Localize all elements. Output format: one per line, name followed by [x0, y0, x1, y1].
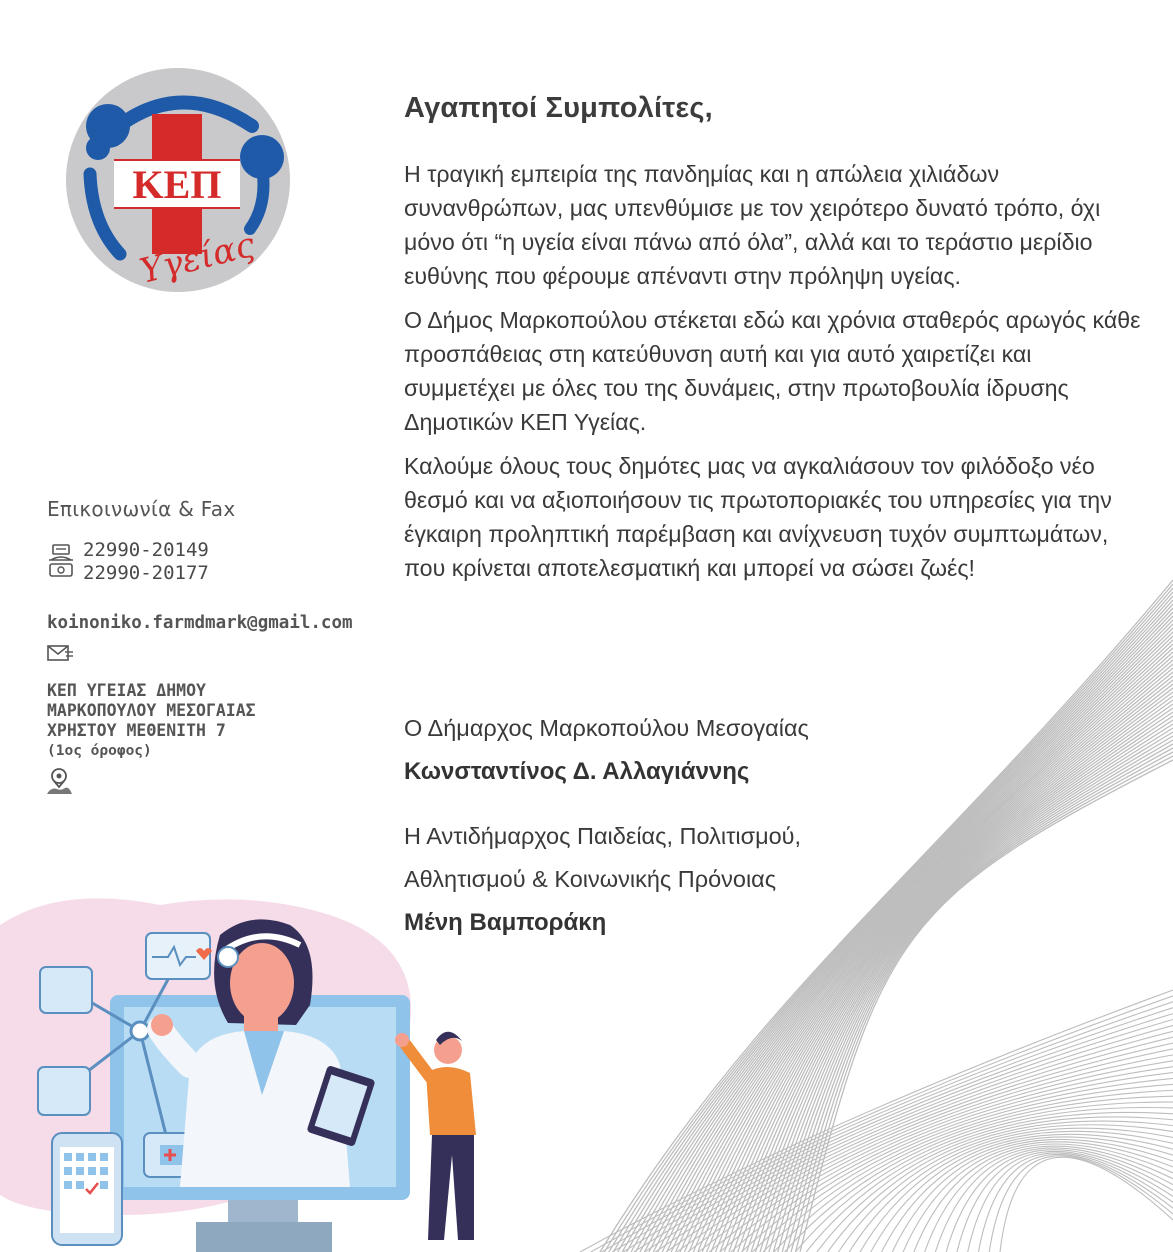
- email-link[interactable]: koinoniko.farmdmark@gmail.com: [47, 613, 353, 633]
- logo-script: Υγείας: [136, 224, 259, 292]
- envelope-icon: [47, 644, 73, 662]
- phone-fax-icon: [47, 544, 75, 578]
- location-pin-icon: [45, 767, 73, 795]
- letter-paragraph: Η τραγική εμπειρία της πανδημίας και η απώλεια χιλιάδων συνανθρώπων, μας υπενθύμισε με τον χειρότερο δυνατό τρόπο, όχι μόνο ότι “η υγεία είναι πάνω από όλα”, αλλά και το τεράστιο μερίδιο ευθύνης που φέρουμε απέναντι στην πρόληψη υγείας.: [404, 161, 1101, 289]
- address-line-1: ΚΕΠ ΥΓΕΙΑΣ ΔΗΜΟΥ: [47, 681, 206, 700]
- greeting-heading: Αγαπητοί Συμπολίτες,: [404, 92, 713, 124]
- mayor-signature: [404, 707, 809, 793]
- contact-heading: Επικοινωνία & Fax: [47, 497, 236, 521]
- mayor-name: Κωνσταντίνος Δ. Αλλαγιάννης: [404, 758, 750, 785]
- address-block: [47, 681, 256, 761]
- kep-ygeias-logo: [62, 64, 294, 296]
- deputy-title-line-1: Η Αντιδήμαρχος Παιδείας, Πολιτισμού,: [404, 823, 802, 849]
- address-line-3: ΧΡΗΣΤΟΥ ΜΕΘΕΝΙΤΗ 7: [47, 721, 226, 740]
- letter-paragraph: Ο Δήμος Μαρκοπούλου στέκεται εδώ και χρόνια σταθερός αρωγός κάθε προσπάθειας στη κατεύθυνση αυτή και για αυτό χαιρετίζει και συμμετέχει με όλες του της δυνάμεις, στην πρωτοβουλία ίδρυσης Δημοτικών ΚΕΠ Υγείας.: [404, 307, 1141, 435]
- deputy-name: Μένη Βαμποράκη: [404, 909, 607, 936]
- mayor-title: Ο Δήμαρχος Μαρκοπούλου Μεσογαίας: [404, 715, 809, 741]
- logo-text: ΚΕΠ: [132, 162, 222, 207]
- letter-paragraph: Καλούμε όλους τους δημότες μας να αγκαλιάσουν τον φιλόδοξο νέο θεσμό και να αξιοποιήσουν τις πρωτοποριακές του υπηρεσίες για την έγκαιρη προληπτική παρέμβαση και ανίχνευση τυχόν συμπτωμάτων, που κρίνεται αποτελεσματική και μπορεί να σώσει ζωές!: [404, 453, 1112, 581]
- address-line-2: ΜΑΡΚΟΠΟΥΛΟΥ ΜΕΣΟΓΑΙΑΣ: [47, 701, 256, 720]
- letter-body: [404, 92, 1144, 595]
- phone-number-2[interactable]: 22990-20177: [83, 562, 209, 584]
- phone-number-1[interactable]: 22990-20149: [83, 539, 209, 561]
- deputy-title-line-2: Αθλητισμού & Κοινωνικής Πρόνοιας: [404, 866, 777, 892]
- telemedicine-illustration: [0, 895, 520, 1252]
- address-floor: (1ος όροφος): [47, 743, 152, 759]
